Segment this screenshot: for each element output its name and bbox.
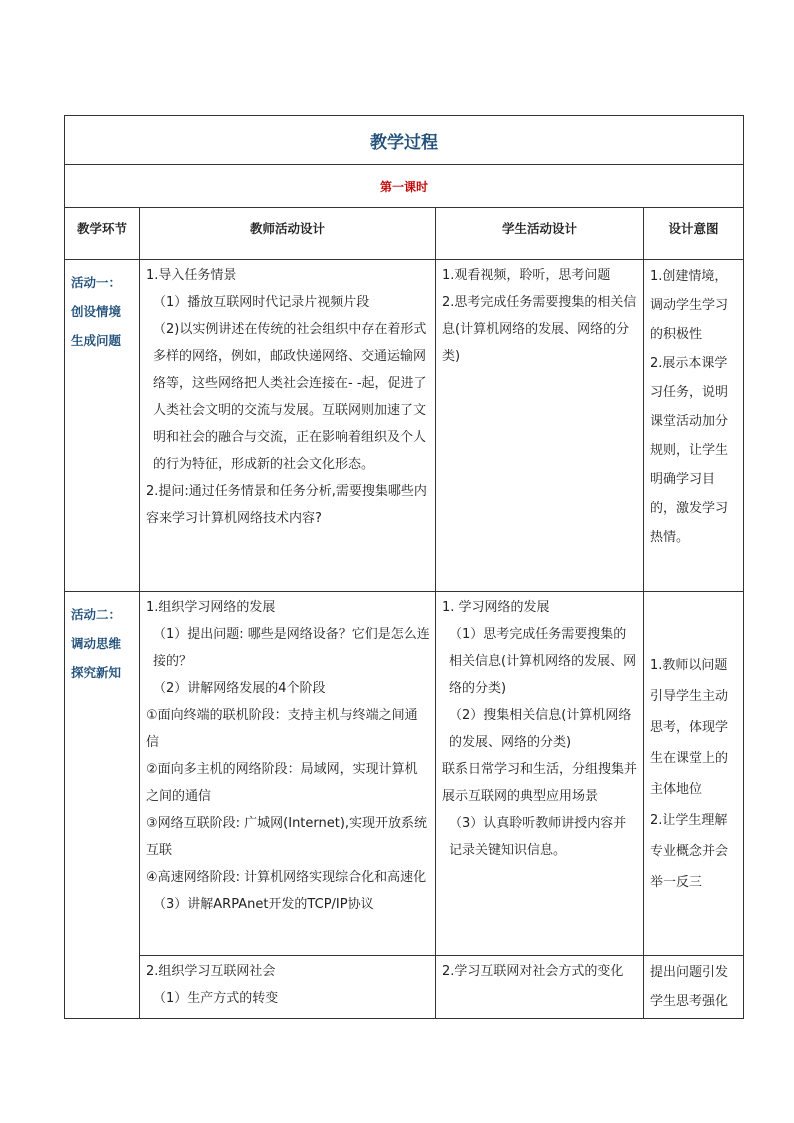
activity2b-intent: 提出问题引发学生思考强化 <box>644 956 744 1019</box>
header-stage: 教学环节 <box>65 208 140 260</box>
header-teacher: 教师活动设计 <box>140 208 436 260</box>
activity1-teacher: 1.导入任务情景 （1）播放互联网时代记录片视频片段 （2)以实例讲述在传统的社会组织中存在着形式多样的网络，例如，邮政快递网络、交通运输网络等，这些网络把人类社会连接在- -起，促进了人类社会文明的交流与发展。互联网则加速了文明和社会的融合与交流，正在影响着组织及个人的行为特征，形成新的社会文化形态。 2.提问:通过任务情景和任务分析,需要搜集哪些内容来学习计算机网络技术内容? <box>140 260 436 592</box>
header-student: 学生活动设计 <box>436 208 644 260</box>
activity2-intent: 1.教师以问题引导学生主动思考，体现学生在课堂上的主体地位 2.让学生理解专业概念并会举一反三 <box>644 592 744 956</box>
lesson-table <box>64 115 744 1019</box>
activity1-intent: 1.创建情境，调动学生学习的积极性 2.展示本课学习任务，说明课堂活动加分规则，让学生明确学习目的，激发学习热情。 <box>644 260 744 592</box>
activity1-name: 活动一： 创设情境 生成问题 <box>65 260 140 592</box>
activity2-name: 活动二： 调动思维 探究新知 <box>65 592 140 1019</box>
activity2-student: 1. 学习网络的发展 （1）思考完成任务需要搜集的相关信息(计算机网络的发展、网络的分类) （2）搜集相关信息(计算机网络的发展、网络的分类) 联系日常学习和生活，分组搜集并展示互联网的典型应用场景 （3）认真聆听教师讲授内容并记录关键知识信息。 <box>436 592 644 956</box>
activity1-student: 1.观看视频，聆听，思考问题 2.思考完成任务需要搜集的相关信息(计算机网络的发展、网络的分类) <box>436 260 644 592</box>
header-intent: 设计意图 <box>644 208 744 260</box>
activity2-teacher: 1.组织学习网络的发展 （1）提出问题: 哪些是网络设备？它们是怎么连接的？ （2）讲解网络发展的4个阶段 ①面向终端的联机阶段：支持主机与终端之间通信 ②面向多主机的网络阶段：局域网，实现计算机之间的通信 ③网络互联阶段: 广城网(Internet),实现开放系统互联 ④高速网络阶段: 计算机网络实现综合化和高速化 （3）讲解ARPAnet开发的TCP/IP协议 <box>140 592 436 956</box>
section-subtitle: 第一课时 <box>65 165 744 208</box>
page-title: 教学过程 <box>65 116 744 165</box>
activity2b-student: 2.学习互联网对社会方式的变化 <box>436 956 644 1019</box>
activity2b-teacher: 2.组织学习互联网社会 （1）生产方式的转变 <box>140 956 436 1019</box>
